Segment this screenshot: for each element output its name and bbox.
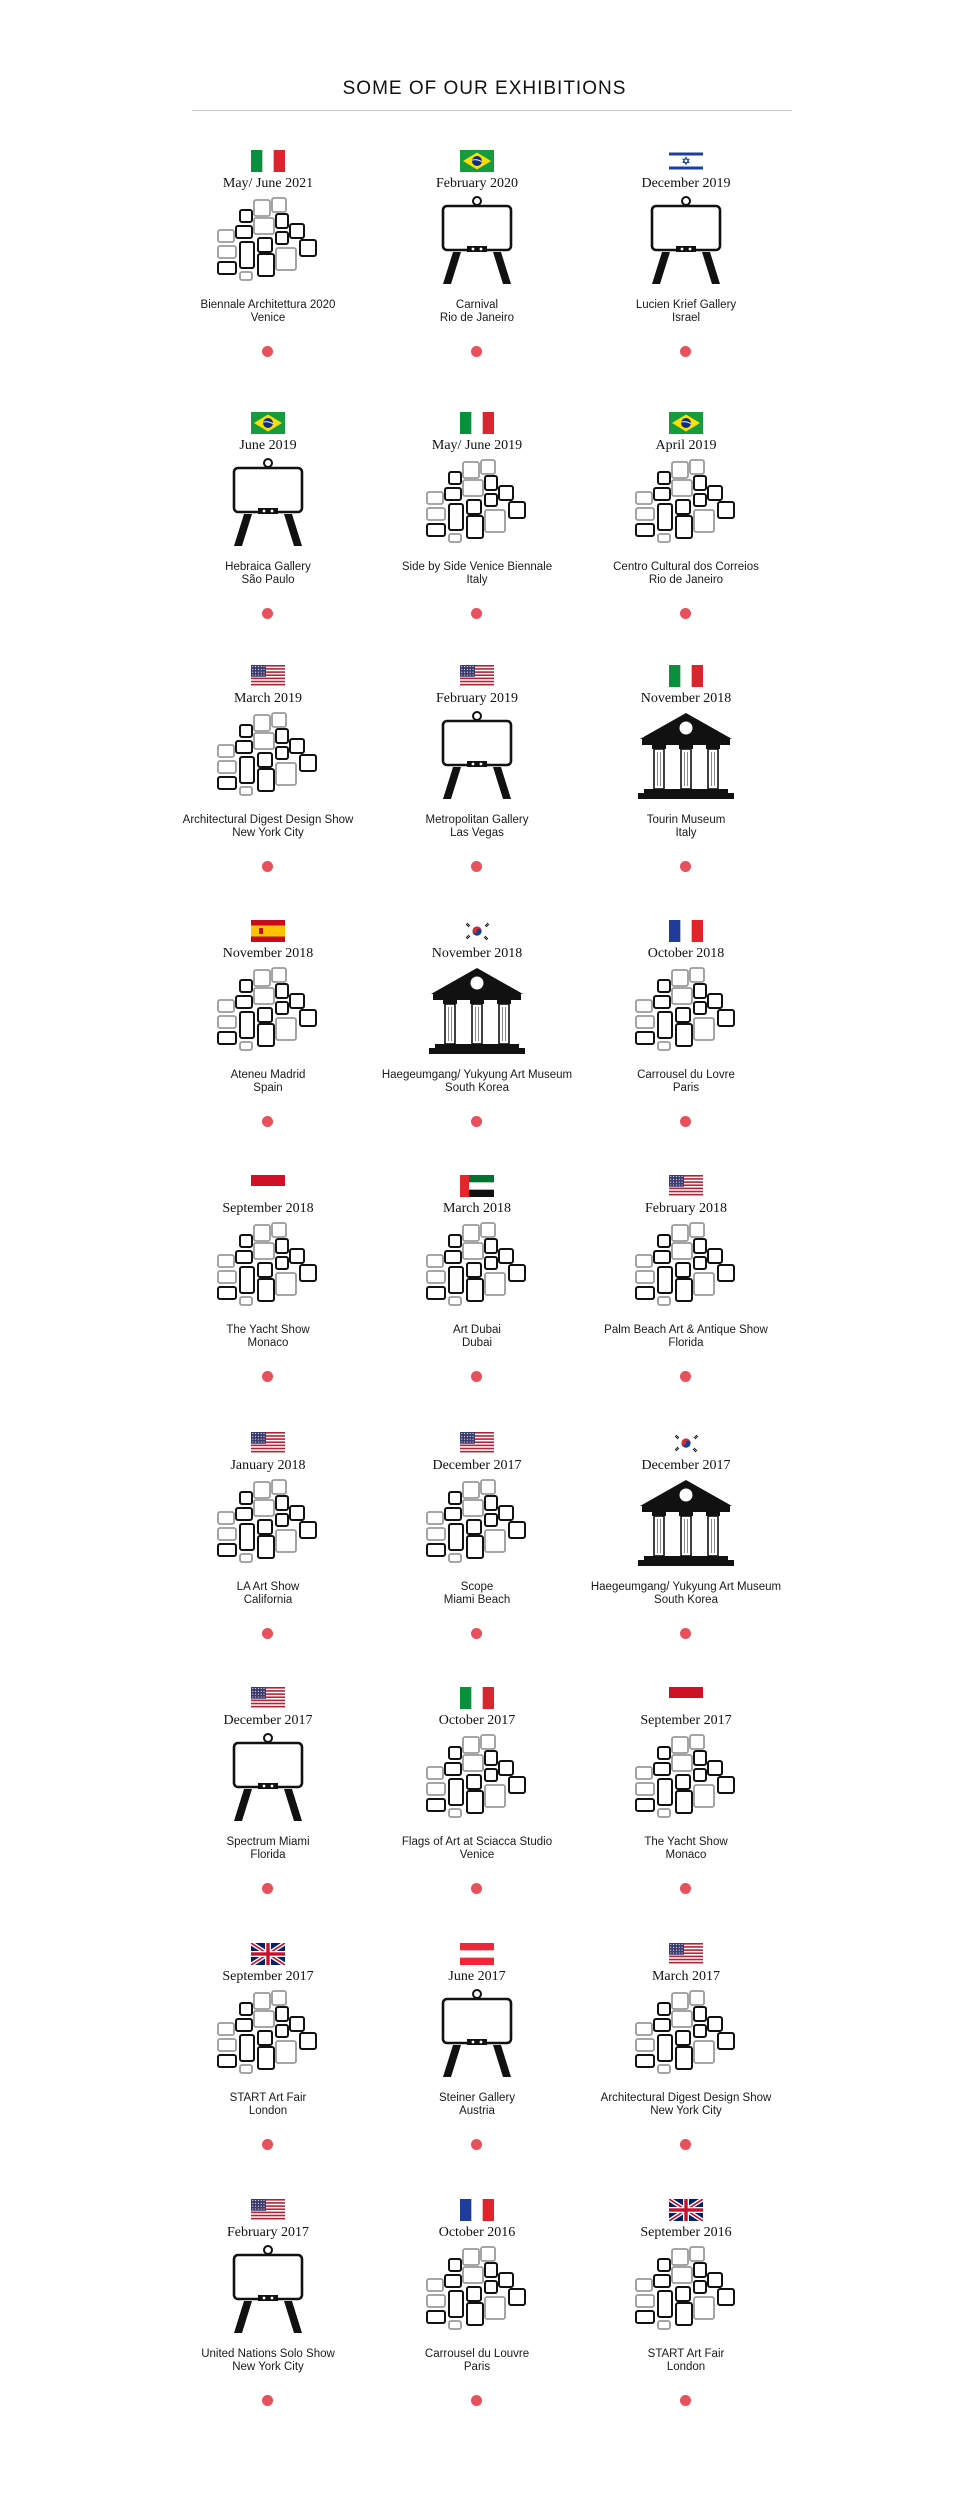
details-dot-button[interactable] [680,1116,691,1127]
frames-icon [419,1733,535,1823]
easel-icon [210,458,326,548]
details-dot-button[interactable] [680,608,691,619]
exhibition-card [566,412,806,642]
exhibition-location: Austria [459,2105,495,2117]
flag-israel-icon [669,150,703,172]
details-dot-button[interactable] [471,608,482,619]
details-dot-button[interactable] [471,1371,482,1382]
flag-usa-icon [669,1943,703,1965]
exhibition-location: São Paulo [241,574,295,586]
frames-icon [210,1478,326,1568]
exhibition-date: September 2018 [222,1201,314,1216]
exhibition-location: New York City [232,827,304,839]
exhibition-location: Dubai [461,1337,493,1349]
exhibition-location: California [243,1594,293,1606]
exhibition-location: Florida [250,1849,286,1861]
exhibition-location: Florida [668,1337,704,1349]
exhibition-card [357,150,597,380]
flag-italy-icon [460,1687,494,1709]
exhibition-card [357,665,597,895]
exhibition-date: September 2017 [640,1713,732,1728]
exhibition-card [566,1687,806,1917]
exhibition-card [148,1175,388,1405]
details-dot-button[interactable] [680,2395,691,2406]
flag-france-icon [669,920,703,942]
exhibition-card [566,150,806,380]
exhibition-card [148,412,388,642]
exhibition-date: February 2017 [226,2225,310,2240]
flag-spain-icon [251,920,285,942]
frames-icon [628,1221,744,1311]
details-dot-button[interactable] [680,2139,691,2150]
easel-icon [419,196,535,286]
frames-icon [210,711,326,801]
exhibition-date: October 2018 [647,946,725,961]
exhibition-name: Hebraica Gallery [225,561,311,573]
exhibition-location: Miami Beach [443,1594,511,1606]
easel-icon [419,711,535,801]
exhibition-date: December 2019 [641,176,731,191]
flag-brazil-icon [460,150,494,172]
exhibition-name: Haegeumgang/ Yukyung Art Museum [590,1581,782,1593]
frames-icon [210,1989,326,2079]
frames-icon [628,2245,744,2335]
exhibition-location: South Korea [445,1082,509,1094]
exhibition-location: Israel [671,312,701,324]
exhibition-location: Spain [253,1082,283,1094]
exhibition-date: March 2018 [442,1201,512,1216]
exhibition-date: February 2019 [435,691,519,706]
exhibition-date: February 2018 [644,1201,728,1216]
exhibition-name: LA Art Show [236,1581,300,1593]
exhibition-card [357,2199,597,2429]
exhibition-card [148,2199,388,2429]
museum-icon [628,1478,744,1568]
page-title: SOME OF OUR EXHIBITIONS [342,78,627,99]
exhibition-date: December 2017 [432,1458,522,1473]
exhibition-name: Architectural Digest Design Show [600,2092,772,2104]
exhibition-name: Carrousel du Louvre [424,2348,530,2360]
exhibition-date: March 2019 [233,691,303,706]
exhibition-date: October 2017 [438,1713,516,1728]
details-dot-button[interactable] [680,861,691,872]
frames-icon [419,1478,535,1568]
exhibition-location: Venice [459,1849,495,1861]
details-dot-button[interactable] [680,346,691,357]
details-dot-button[interactable] [262,1116,273,1127]
easel-icon [628,196,744,286]
exhibition-card [148,1687,388,1917]
exhibition-card [566,1943,806,2173]
details-dot-button[interactable] [262,2139,273,2150]
exhibition-name: Steiner Gallery [438,2092,516,2104]
frames-icon [210,966,326,1056]
details-dot-button[interactable] [680,1628,691,1639]
details-dot-button[interactable] [471,1116,482,1127]
exhibition-date: September 2017 [222,1969,314,1984]
exhibition-name: Biennale Architettura 2020 [200,299,336,311]
exhibition-location: New York City [232,2361,304,2373]
details-dot-button[interactable] [262,1628,273,1639]
exhibition-date: November 2018 [222,946,314,961]
exhibition-card [566,1432,806,1662]
exhibition-date: May/ June 2019 [431,438,523,453]
frames-icon [210,196,326,286]
flag-austria-icon [460,1943,494,1965]
exhibition-name: Side by Side Venice Biennale [401,561,553,573]
flag-korea-icon [460,920,494,942]
flag-italy-icon [669,665,703,687]
details-dot-button[interactable] [471,2139,482,2150]
exhibition-name: START Art Fair [647,2348,725,2360]
museum-icon [419,966,535,1056]
exhibition-location: Italy [675,827,697,839]
exhibition-card [148,665,388,895]
exhibition-date: May/ June 2021 [222,176,314,191]
exhibition-name: Carnival [455,299,499,311]
exhibition-location: London [248,2105,288,2117]
flag-usa-icon [251,1432,285,1454]
details-dot-button[interactable] [680,1883,691,1894]
museum-icon [628,711,744,801]
exhibition-location: Paris [672,1082,700,1094]
exhibition-location: Paris [463,2361,491,2373]
exhibition-name: Architectural Digest Design Show [182,814,354,826]
flag-uk-icon [669,2199,703,2221]
exhibition-name: Spectrum Miami [226,1836,310,1848]
exhibition-card [357,1432,597,1662]
flag-usa-icon [251,1687,285,1709]
exhibition-date: January 2018 [230,1458,306,1473]
details-dot-button[interactable] [262,861,273,872]
flag-france-icon [460,2199,494,2221]
exhibition-date: November 2018 [640,691,732,706]
exhibition-card [566,920,806,1150]
exhibition-location: Rio de Janeiro [439,312,515,324]
exhibition-name: Metropolitan Gallery [425,814,529,826]
details-dot-button[interactable] [680,1371,691,1382]
exhibition-date: June 2019 [239,438,297,453]
exhibition-name: Flags of Art at Sciacca Studio [401,1836,553,1848]
flag-brazil-icon [669,412,703,434]
exhibition-card [357,920,597,1150]
exhibition-location: Italy [466,574,488,586]
exhibition-location: Rio de Janeiro [648,574,724,586]
exhibition-name: Scope [460,1581,494,1593]
frames-icon [628,1989,744,2079]
exhibition-location: South Korea [654,1594,718,1606]
exhibition-date: December 2017 [641,1458,731,1473]
frames-icon [419,458,535,548]
flag-usa-icon [251,665,285,687]
exhibition-name: United Nations Solo Show [201,2348,335,2360]
details-dot-button[interactable] [471,346,482,357]
flag-uk-icon [251,1943,285,1965]
flag-usa-icon [669,1175,703,1197]
details-dot-button[interactable] [262,2395,273,2406]
frames-icon [210,1221,326,1311]
exhibition-name: The Yacht Show [644,1836,728,1848]
exhibition-name: Ateneu Madrid [230,1069,306,1081]
flag-italy-icon [460,412,494,434]
exhibition-card [148,920,388,1150]
exhibition-date: September 2016 [640,2225,732,2240]
exhibition-date: March 2017 [651,1969,721,1984]
exhibition-card [148,1432,388,1662]
exhibition-location: Las Vegas [450,827,504,839]
details-dot-button[interactable] [471,2395,482,2406]
exhibition-name: Lucien Krief Gallery [635,299,737,311]
details-dot-button[interactable] [471,1628,482,1639]
exhibition-card [566,1175,806,1405]
exhibition-date: October 2016 [438,2225,516,2240]
exhibition-name: Haegeumgang/ Yukyung Art Museum [381,1069,573,1081]
exhibition-date: November 2018 [431,946,523,961]
exhibition-location: Monaco [247,1337,289,1349]
details-dot-button[interactable] [471,861,482,872]
details-dot-button[interactable] [262,608,273,619]
exhibition-name: Tourin Museum [646,814,726,826]
details-dot-button[interactable] [471,1883,482,1894]
exhibition-date: April 2019 [655,438,717,453]
frames-icon [419,2245,535,2335]
exhibition-card [148,150,388,380]
exhibition-name: Centro Cultural dos Correios [613,561,759,573]
exhibition-card [566,2199,806,2429]
flag-brazil-icon [251,412,285,434]
exhibition-name: The Yacht Show [226,1324,310,1336]
exhibition-date: December 2017 [223,1713,313,1728]
frames-icon [628,966,744,1056]
exhibition-name: Art Dubai [453,1324,501,1336]
flag-usa-icon [460,665,494,687]
details-dot-button[interactable] [262,1883,273,1894]
details-dot-button[interactable] [262,1371,273,1382]
exhibition-name: START Art Fair [229,2092,307,2104]
frames-icon [628,458,744,548]
exhibition-card [357,1175,597,1405]
flag-monaco-icon [669,1687,703,1709]
easel-icon [210,2245,326,2335]
exhibition-name: Palm Beach Art & Antique Show [604,1324,768,1336]
flag-usa-icon [460,1432,494,1454]
easel-icon [419,1989,535,2079]
exhibition-card [357,412,597,642]
flag-korea-icon [669,1432,703,1454]
details-dot-button[interactable] [262,346,273,357]
exhibition-card [357,1687,597,1917]
exhibition-card [566,665,806,895]
exhibition-date: February 2020 [435,176,519,191]
frames-icon [419,1221,535,1311]
exhibition-location: Monaco [665,1849,707,1861]
exhibition-name: Carrousel du Lovre [637,1069,735,1081]
exhibition-location: London [666,2361,706,2373]
exhibition-card [148,1943,388,2173]
exhibition-card [357,1943,597,2173]
flag-monaco-icon [251,1175,285,1197]
exhibition-location: New York City [650,2105,722,2117]
exhibition-location: Venice [250,312,286,324]
flag-italy-icon [251,150,285,172]
flag-usa-icon [251,2199,285,2221]
flag-uae-icon [460,1175,494,1197]
frames-icon [628,1733,744,1823]
exhibition-date: June 2017 [448,1969,506,1984]
easel-icon [210,1733,326,1823]
